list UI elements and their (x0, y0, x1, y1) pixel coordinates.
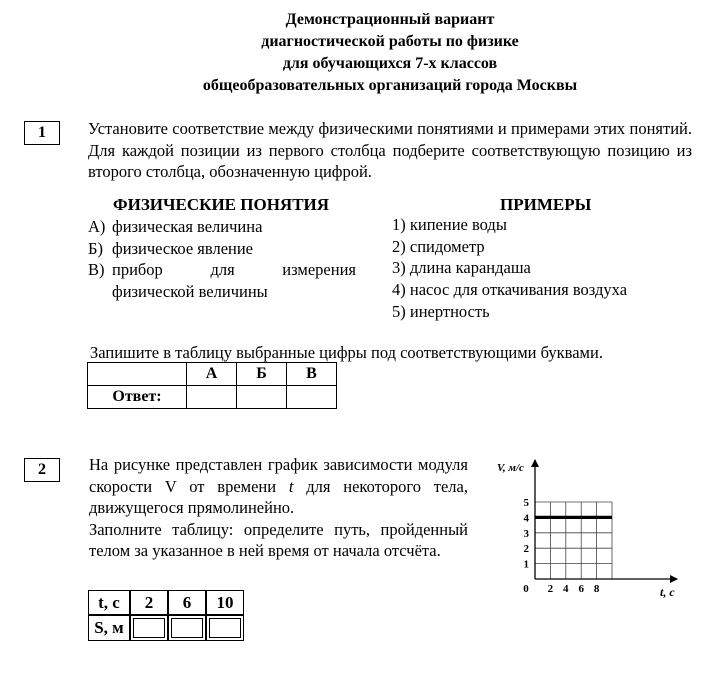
answer-cell-b[interactable] (237, 386, 287, 409)
y-tick-label: 5 (523, 497, 529, 509)
x-tick-label: 0 (523, 583, 529, 595)
concept-marker: Б) (88, 238, 103, 258)
example-item: 1) кипение воды (392, 215, 507, 234)
x-tick-label: 2 (547, 583, 554, 595)
time-value-cell: 6 (168, 590, 206, 615)
task-2-text-part-1: На рисунке представлен график зависимости модуля скорости V от времени (89, 455, 468, 496)
path-table-time-row (88, 590, 244, 615)
distance-input-box[interactable] (171, 618, 203, 638)
task-2-paragraph-1 (89, 454, 468, 519)
examples-list (392, 214, 627, 323)
task-1-instruction: Запишите в таблицу выбранные цифры под соответствующими буквами. (90, 343, 603, 362)
answer-table-corner (88, 363, 187, 386)
distance-cell[interactable] (168, 615, 206, 641)
answer-table (87, 362, 337, 409)
time-value-cell: 10 (206, 590, 244, 615)
document-header (0, 9, 720, 97)
distance-cell[interactable] (206, 615, 244, 641)
example-item: 2) спидометр (392, 236, 485, 256)
x-axis-label: t, с (660, 585, 675, 599)
velocity-time-chart (490, 452, 690, 602)
x-tick-label: 6 (578, 583, 584, 595)
y-tick-label: 3 (523, 527, 529, 540)
concept-item (88, 238, 356, 260)
task-1-text (88, 118, 692, 183)
concept-marker: А) (88, 217, 106, 236)
y-tick-label: 2 (523, 543, 529, 556)
answer-header-cell: Б (237, 363, 287, 386)
x-tick-label: 4 (563, 583, 569, 595)
header-line-4: общеобразовательных организаций города Москвы (202, 77, 578, 94)
header-line-3: для обучающихся 7-х классов (282, 55, 498, 72)
y-axis-label: V, м/с (497, 462, 524, 474)
task-2-text (89, 454, 468, 562)
path-table-distance-row (88, 615, 244, 641)
x-tick-label: 8 (593, 583, 600, 595)
concept-continuation: физической величины (112, 282, 268, 302)
path-table (88, 590, 244, 641)
distance-input-box[interactable] (133, 618, 165, 638)
example-item: 3) длина карандаша (392, 258, 531, 278)
concept-marker: В) (88, 260, 105, 280)
task-2-text-part-2: для некоторого тела, движущегося прямолинейно. (89, 476, 468, 517)
task-2-number-box: 2 (24, 458, 60, 482)
time-symbol: t (288, 476, 294, 496)
concepts-column-title: ФИЗИЧЕСКИЕ ПОНЯТИЯ (113, 195, 330, 214)
concept-item (88, 216, 356, 238)
concept-text: физическая величина (112, 217, 263, 236)
examples-column-title: ПРИМЕРЫ (500, 195, 592, 214)
chart-grid (535, 502, 612, 579)
task-1-paragraph: Установите соответствие между физическими понятиями и примерами этих понятий. Для каждой позиции из первого столбца подберите соответствующую позицию из второго столбца, обозначенную цифрой. (88, 119, 692, 181)
header-line-1: Демонстрационный вариант (285, 11, 495, 28)
concept-text: физическое явление (112, 238, 254, 258)
answer-row-label: Ответ: (88, 386, 187, 409)
y-tick-label: 1 (523, 558, 529, 571)
concept-text: прибор для измерения (112, 260, 356, 280)
task-2-paragraph-2: Заполните таблицу: определите путь, пройденный телом за указанное в ней время от начала отсчёта. (89, 519, 468, 560)
header-line-2: диагностической работы по физике (261, 33, 519, 50)
y-tick-label: 4 (523, 512, 529, 525)
distance-input-box[interactable] (209, 618, 241, 638)
answer-cell-a[interactable] (187, 386, 237, 409)
answer-header-cell: В (287, 363, 337, 386)
answer-table-header-row (88, 363, 337, 386)
answer-cell-c[interactable] (287, 386, 337, 409)
example-item: 4) насос для откачивания воздуха (392, 280, 628, 300)
distance-cell[interactable] (130, 615, 168, 641)
concept-item (88, 259, 356, 281)
example-item: 5) инертность (392, 301, 490, 321)
distance-label-cell: S, м (88, 615, 130, 641)
time-value-cell: 2 (130, 590, 168, 615)
answer-table-row (88, 386, 337, 409)
concepts-list (88, 216, 356, 303)
time-label-cell: t, с (88, 590, 130, 615)
task-1-number-box: 1 (24, 121, 60, 145)
answer-header-cell: А (187, 363, 237, 386)
